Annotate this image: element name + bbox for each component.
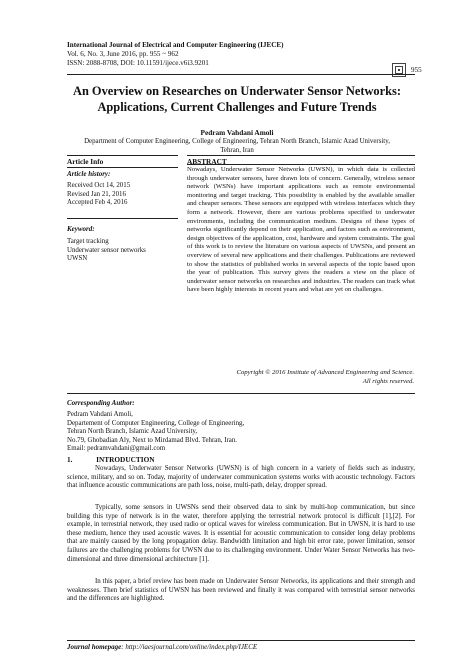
corresponding-author-details (67, 411, 367, 454)
keyword-item: Target tracking (67, 238, 109, 245)
article-info-heading: Article Info (67, 157, 104, 166)
keyword-rule (67, 218, 178, 219)
keyword-item: Underwater sensor networks (67, 246, 146, 254)
info-bottom-rule (67, 393, 415, 394)
section-heading-introduction (67, 455, 155, 464)
keyword-heading: Keyword: (67, 225, 95, 233)
title-line-2: Applications, Current Challenges and Future Trends (97, 100, 377, 114)
abstract-top-rule (187, 155, 415, 156)
abstract-heading: ABSTRACT (187, 157, 227, 166)
copyright-notice (187, 369, 414, 386)
corresponding-line: Pedram Vahdani Amoli, (67, 411, 133, 418)
section-number: 1. (67, 455, 73, 464)
affiliation-line-2: Tehran, Iran (220, 146, 254, 154)
article-history-list (67, 182, 182, 208)
journal-homepage-footer (67, 643, 257, 651)
page-number: 955 (411, 66, 422, 74)
title-line-1: An Overview on Researches on Underwater Sensor Networks: (73, 84, 401, 98)
revised-date: Revised Jan 21, 2016 (67, 190, 126, 198)
accepted-date: Accepted Feb 4, 2016 (67, 199, 128, 207)
footer-rule (67, 640, 415, 641)
intro-paragraph-1: Nowadays, Underwater Sensor Networks (UWSN) is of high concern in a variety of fields such as industry, science, military, and so on. Today, majority of underwater communication systems works with acoustic technology. Factors that influence acoustic communications are path loss, noise, multi-path, delay, dropper spread. (67, 465, 415, 490)
intro-paragraph-3: In this paper, a brief review has been made on Underwater Sensor Networks, its applications and their strength and weaknesses. Then brief statistics of UWSN has been reviewed and finally it was compared with terrestrial sensor networks and the differences are highlighted. (67, 578, 415, 603)
corresponding-line: Departement of Computer Engineering, College of Engineering, (67, 419, 245, 427)
footer-url[interactable]: : http://iaesjournal.com/online/index.php/IJECE (121, 643, 258, 651)
article-info-heading-rule (67, 167, 178, 168)
journal-name: International Journal of Electrical and Computer Engineering (IJECE) (67, 41, 284, 49)
affiliation-line-1: Department of Computer Engineering, College of Engineering, Tehran North Branch, Islamic Azad University, (84, 138, 390, 145)
corresponding-author-heading: Corresponding Author: (67, 399, 135, 407)
issn-doi-line: ISSN: 2088-8708, DOI: 10.11591/ijece.v6i3.9201 (67, 59, 209, 68)
abstract-heading-rule (187, 164, 415, 165)
keyword-list (67, 238, 182, 264)
received-date: Received Oct 14, 2015 (67, 182, 131, 189)
copyright-line-1: Copyright © 2016 Institute of Advanced Engineering and Science. (236, 369, 414, 376)
keyword-item: UWSN (67, 255, 88, 263)
section-title: INTRODUCTION (96, 455, 155, 464)
header-rule (67, 74, 415, 75)
footer-label: Journal homepage (67, 643, 122, 651)
volume-line: Vol. 6, No. 3, June 2016, pp. 955 ~ 962 (67, 50, 179, 59)
journal-header (67, 41, 417, 69)
corresponding-email: Email: pedramvahdani@gmail.com (67, 445, 166, 453)
article-history-heading: Article history: (67, 170, 111, 178)
author-affiliation (70, 138, 404, 155)
author-name: Pedram Vahdani Amoli (200, 128, 274, 137)
paper-title (60, 83, 414, 115)
copyright-line-2: All rights reserved. (362, 377, 414, 385)
abstract-text: Nowadays, Underwater Sensor Networks (UWSN), in which data is collected through underwater sensors, have drawn lots of concern. Generally, wireless sensor network (WSNs) have important applications such as remote environmental monitoring and target tracking. This possibility is enabled by the available smaller and cheaper sensors. These sensors are equipped with wireless interfaces which they form a network. However, there are various problems specified to underwater environments, including the communication medium. Designs of these types of networks significantly depend on their application, and factors such as environment, design objectives of the application, cost, hardware and system constraints. The goal of this work is to review the literature on various aspects of UWSNs, and present an overview of several new applications and their challenges. Publications are reviewed to show the statistics of published works in several aspects of the topic based upon the year of publication. This survey gives the readers a view on the place of underwater sensor networks on researches and industries. The readers can track what have been highly interests in recent years and what are yet on challenges. (187, 166, 415, 294)
article-info-top-rule (67, 155, 178, 156)
corresponding-line: Tehran North Branch, Islamic Azad University, (67, 428, 198, 436)
intro-paragraph-2: Typically, some sensors in UWSNs send their observed data to sink by multi-hop communication, but since building this type of network is in the water, therefore applying the terrestrial network protocol is difficult [1],[2]. For example, in terrestrial network, they used radio or optical waves for wireless communication. But in UWSN, it is hard to use these medium, hence they used acoustic waves. It is essential for acoustic communication to consider long delay problems that are mainly caused by the long propagation delay. Bandwidth limitation and high bit error rate, power limitation, sensor failures are the challenging problems for UWSN due to its challenging environment. Under Water Sensor Networks has two-dimensional and three dimensional architecture [1]. (67, 504, 415, 563)
corresponding-line: No.79, Ghobadian Aly, Next to Mirdamad Blvd. Tehran, Iran. (67, 436, 238, 444)
